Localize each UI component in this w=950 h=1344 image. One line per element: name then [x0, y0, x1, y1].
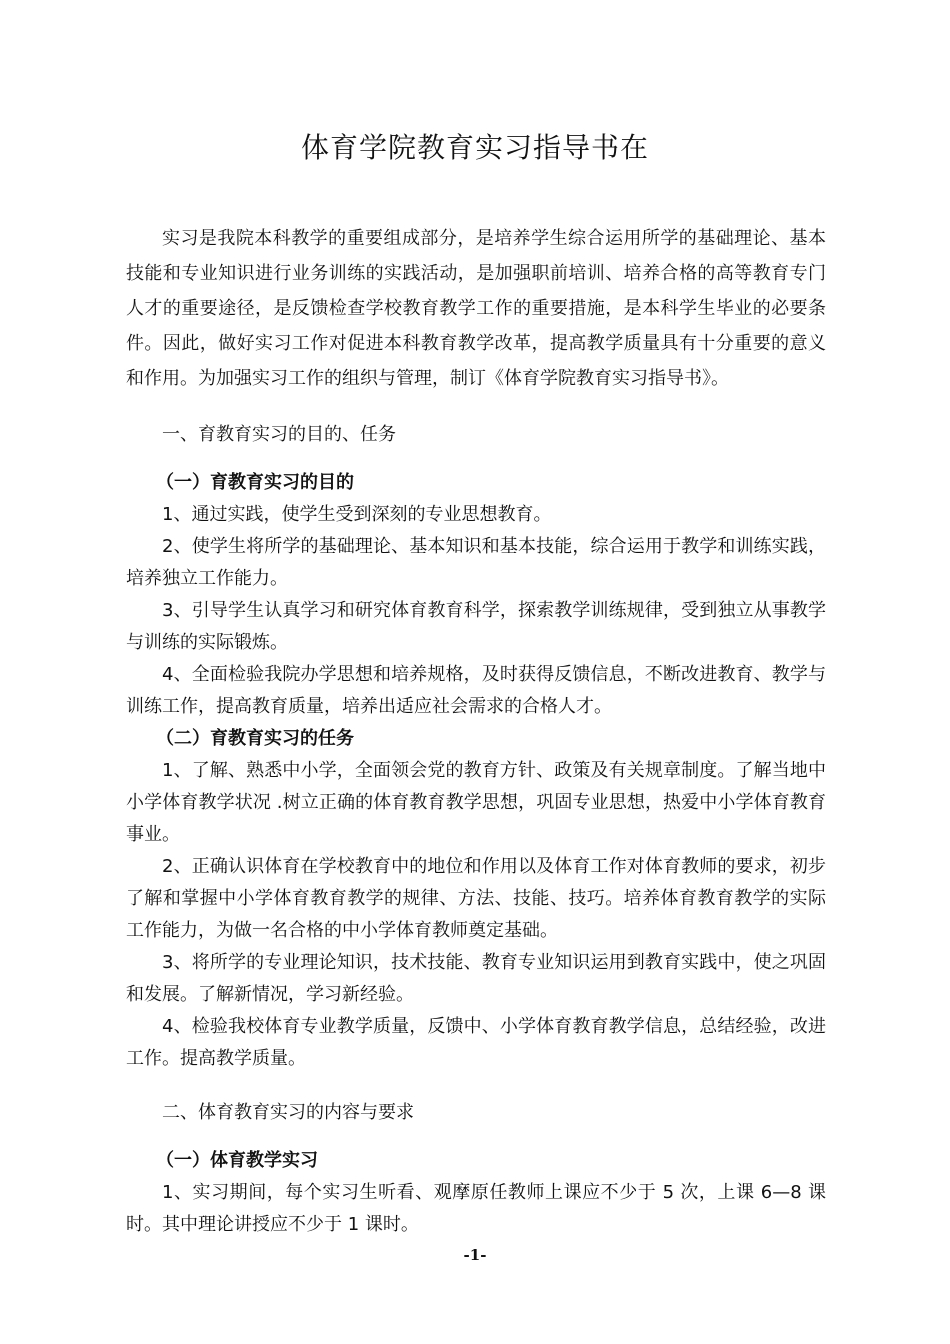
section-1-2-item-4: 4、检验我校体育专业教学质量，反馈中、小学体育教育教学信息，总结经验，改进工作。提高教学质量。 [126, 1016, 826, 1069]
section-1-2-item-1: 1、了解、熟悉中小学，全面领会党的教育方针、政策及有关规章制度。了解当地中小学体育教学状况 .树立正确的体育教育教学思想，巩固专业思想，热爱中小学体育教育事业。 [126, 760, 826, 845]
document-title: 体育学院教育实习指导书在 [300, 131, 649, 164]
section-1-2-item-2: 2、正确认识体育在学校教育中的地位和作用以及体育工作对体育教师的要求，初步了解和掌握中小学体育教育教学的规律、方法、技能、技巧。培养体育教育教学的实际工作能力，为做一名合格的中小学体育教师奠定基础。 [126, 856, 826, 941]
section-1-1-item-4: 4、全面检验我院办学思想和培养规格，及时获得反馈信息，不断改进教育、教学与训练工作，提高教育质量，培养出适应社会需求的合格人才。 [126, 664, 826, 717]
document-body [126, 221, 826, 1241]
section-1-1-item-2: 2、使学生将所学的基础理论、基本知识和基本技能，综合运用于教学和训练实践，培养独立工作能力。 [126, 536, 826, 589]
section-2-heading: 二、体育教育实习的内容与要求 [162, 1102, 414, 1123]
intro-paragraph: 实习是我院本科教学的重要组成部分，是培养学生综合运用所学的基础理论、基本技能和专业知识进行业务训练的实践活动，是加强职前培训、培养合格的高等教育专门人才的重要途径，是反馈检查学校教育教学工作的重要措施，是本科学生毕业的必要条件。因此，做好实习工作对促进本科教育教学改革，提高教学质量具有十分重要的意义和作用。为加强实习工作的组织与管理，制订《体育学院教育实习指导书》。 [126, 228, 826, 389]
section-1-2-item-3: 3、将所学的专业理论知识，技术技能、教育专业知识运用到教育实践中，使之巩固和发展。了解新情况，学习新经验。 [126, 952, 826, 1005]
section-1-1-item-3: 3、引导学生认真学习和研究体育教育科学，探索教学训练规律，受到独立从事教学与训练的实际锻炼。 [126, 600, 826, 653]
section-2-1-heading: （一）体育教学实习 [156, 1150, 318, 1171]
section-1-2-heading: （二）育教育实习的任务 [156, 728, 354, 749]
intro-paragraph-block [126, 221, 826, 396]
section-1-heading: 一、育教育实习的目的、任务 [162, 424, 396, 445]
section-1-1-item-1: 1、通过实践，使学生受到深刻的专业思想教育。 [162, 504, 552, 525]
section-1-1-heading: （一）育教育实习的目的 [156, 472, 354, 493]
section-2-1-item-1: 1、实习期间，每个实习生听看、观摩原任教师上课应不少于 5 次，上课 6—8 课时。其中理论讲授应不少于 1 课时。 [126, 1182, 826, 1235]
page-number: -1- [463, 1246, 487, 1264]
